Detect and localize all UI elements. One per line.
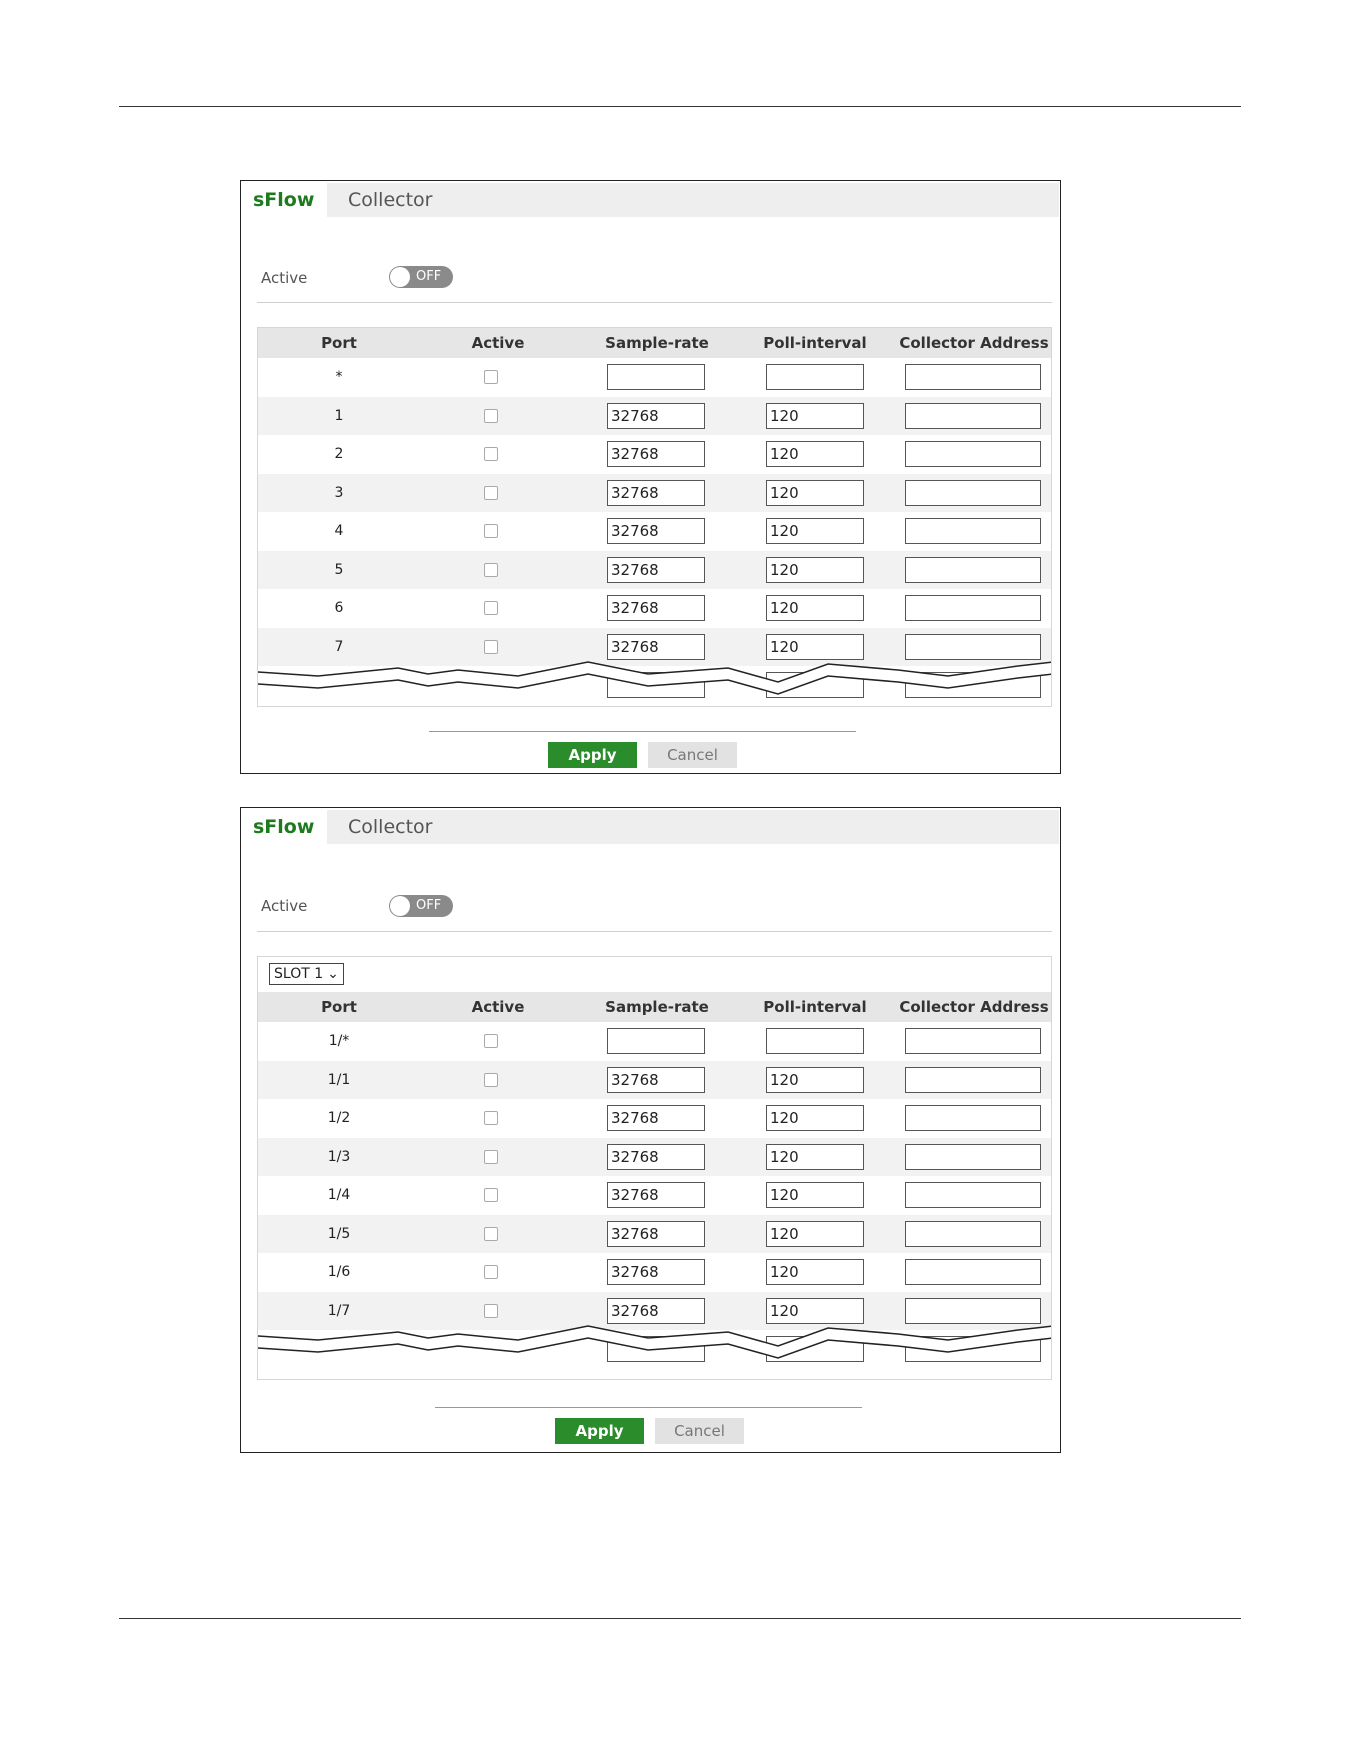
active-label: Active: [261, 897, 308, 915]
tab-collector[interactable]: Collector: [348, 189, 433, 211]
port-cell: 2: [334, 446, 344, 462]
sample-rate-input[interactable]: [607, 1105, 705, 1131]
tab-sflow[interactable]: sFlow: [249, 183, 327, 217]
active-checkbox[interactable]: [484, 524, 498, 538]
port-cell: 1/4: [327, 1187, 351, 1203]
port-cell: 4: [334, 523, 344, 539]
sample-rate-input[interactable]: [607, 634, 705, 660]
poll-interval-input[interactable]: [766, 1105, 864, 1131]
sample-rate-input[interactable]: [607, 557, 705, 583]
sample-rate-input[interactable]: [607, 1182, 705, 1208]
port-cell: *: [335, 369, 343, 385]
tab-collector[interactable]: Collector: [348, 816, 433, 838]
table-row: [258, 1176, 1051, 1215]
poll-interval-input[interactable]: [766, 1298, 864, 1324]
column-header-port: Port: [321, 998, 357, 1016]
port-cell: 1/6: [327, 1264, 351, 1280]
port-table: [257, 327, 1052, 707]
table-row: [258, 358, 1051, 397]
sample-rate-input[interactable]: [607, 595, 705, 621]
button-divider: [429, 731, 856, 732]
active-checkbox[interactable]: [484, 1227, 498, 1241]
active-checkbox[interactable]: [484, 486, 498, 500]
port-cell: 1: [334, 407, 344, 424]
sample-rate-input[interactable]: [607, 364, 705, 390]
collector-address-input[interactable]: [905, 557, 1041, 583]
active-checkbox[interactable]: [484, 563, 498, 577]
poll-interval-input[interactable]: [766, 1259, 864, 1285]
column-header-sample-rate: Sample-rate: [605, 334, 709, 352]
collector-address-input[interactable]: [905, 441, 1041, 467]
collector-address-input[interactable]: [905, 480, 1041, 506]
port-cell: 1/5: [327, 1225, 351, 1242]
sample-rate-input[interactable]: [607, 1221, 705, 1247]
poll-interval-input[interactable]: [766, 1221, 864, 1247]
table-row: [258, 1022, 1051, 1061]
table-row: [258, 1253, 1051, 1292]
column-header-collector-address: Collector Address: [899, 998, 1049, 1016]
sample-rate-input[interactable]: [607, 518, 705, 544]
column-header-active: Active: [471, 998, 525, 1016]
page-footer-rule: [119, 1618, 1241, 1619]
port-cell: 1/1: [327, 1071, 351, 1088]
toggle-knob: [390, 896, 410, 916]
port-cell: 1/*: [328, 1033, 350, 1049]
column-header-port: Port: [321, 334, 357, 352]
sample-rate-input[interactable]: [607, 1067, 705, 1093]
poll-interval-input[interactable]: [766, 364, 864, 390]
cancel-button[interactable]: Cancel: [655, 1418, 744, 1444]
poll-interval-input[interactable]: [766, 441, 864, 467]
table-row: [258, 474, 1051, 513]
collector-address-input[interactable]: [905, 403, 1041, 429]
active-checkbox[interactable]: [484, 370, 498, 384]
slot-select[interactable]: [269, 963, 344, 985]
column-header-collector-address: Collector Address: [899, 334, 1049, 352]
break-fill: [258, 662, 1051, 694]
column-header-active: Active: [471, 334, 525, 352]
active-checkbox[interactable]: [484, 1265, 498, 1279]
toggle-knob: [390, 267, 410, 287]
toggle-state-text: OFF: [416, 898, 442, 913]
apply-button[interactable]: Apply: [555, 1418, 644, 1444]
port-cell: 5: [334, 561, 344, 578]
table-row: [258, 1138, 1051, 1177]
collector-address-input[interactable]: [905, 634, 1041, 660]
active-checkbox[interactable]: [484, 1111, 498, 1125]
column-header-poll-interval: Poll-interval: [763, 998, 867, 1016]
tab-sflow[interactable]: sFlow: [249, 810, 327, 844]
collector-address-input[interactable]: [905, 364, 1041, 390]
sample-rate-input[interactable]: [607, 1028, 705, 1054]
active-checkbox[interactable]: [484, 640, 498, 654]
collector-address-input[interactable]: [905, 595, 1041, 621]
page-header-rule: [119, 106, 1241, 107]
table-row: [258, 551, 1051, 590]
poll-interval-input[interactable]: [766, 1067, 864, 1093]
table-header: [258, 328, 1051, 358]
collector-address-input[interactable]: [905, 518, 1041, 544]
sflow-panel-2: [240, 807, 1061, 1453]
collector-address-input[interactable]: [905, 1221, 1041, 1247]
collector-address-input[interactable]: [905, 1144, 1041, 1170]
button-divider: [435, 1407, 862, 1408]
collector-address-input[interactable]: [905, 1182, 1041, 1208]
sample-rate-input[interactable]: [607, 480, 705, 506]
table-row: [258, 1215, 1051, 1254]
collector-address-input[interactable]: [905, 1028, 1041, 1054]
active-toggle[interactable]: [389, 266, 453, 288]
collector-address-input[interactable]: [905, 1298, 1041, 1324]
sample-rate-input[interactable]: [607, 1259, 705, 1285]
active-checkbox[interactable]: [484, 1304, 498, 1318]
poll-interval-input[interactable]: [766, 480, 864, 506]
sample-rate-input[interactable]: [607, 403, 705, 429]
poll-interval-input[interactable]: [766, 634, 864, 660]
poll-interval-input[interactable]: [766, 595, 864, 621]
active-checkbox[interactable]: [484, 1073, 498, 1087]
sample-rate-input[interactable]: [607, 1144, 705, 1170]
table-row: [258, 512, 1051, 551]
cancel-button[interactable]: Cancel: [648, 742, 737, 768]
collector-address-input[interactable]: [905, 1259, 1041, 1285]
active-checkbox[interactable]: [484, 1150, 498, 1164]
port-table: [257, 956, 1052, 1380]
collector-address-input[interactable]: [905, 1067, 1041, 1093]
tab-bar: [249, 183, 1059, 217]
active-checkbox[interactable]: [484, 447, 498, 461]
active-checkbox[interactable]: [484, 1188, 498, 1202]
poll-interval-input[interactable]: [766, 1028, 864, 1054]
table-row: [258, 1061, 1051, 1100]
table-row: [258, 397, 1051, 436]
table-header: [258, 992, 1051, 1022]
active-label: Active: [261, 269, 308, 287]
table-row: [258, 1099, 1051, 1138]
table-break-indicator: [258, 1324, 1051, 1364]
port-cell: 1/7: [327, 1302, 351, 1319]
poll-interval-input[interactable]: [766, 1182, 864, 1208]
poll-interval-input[interactable]: [766, 518, 864, 544]
port-cell: 6: [334, 600, 344, 616]
column-header-poll-interval: Poll-interval: [763, 334, 867, 352]
column-header-sample-rate: Sample-rate: [605, 998, 709, 1016]
active-checkbox[interactable]: [484, 1034, 498, 1048]
table-row: [258, 435, 1051, 474]
port-cell: 3: [334, 484, 344, 501]
break-fill: [258, 1326, 1051, 1358]
table-row: [258, 589, 1051, 628]
port-cell: 7: [334, 638, 344, 655]
poll-interval-input[interactable]: [766, 1144, 864, 1170]
active-checkbox[interactable]: [484, 409, 498, 423]
tab-bar: [249, 810, 1059, 844]
table-break-indicator: [258, 660, 1051, 700]
section-divider: [257, 302, 1052, 303]
port-cell: 1/3: [327, 1148, 351, 1165]
collector-address-input[interactable]: [905, 1105, 1041, 1131]
poll-interval-input[interactable]: [766, 557, 864, 583]
sample-rate-input[interactable]: [607, 441, 705, 467]
chevron-down-icon: ⌄: [327, 966, 339, 982]
apply-button[interactable]: Apply: [548, 742, 637, 768]
port-cell: 1/2: [327, 1110, 351, 1126]
sample-rate-input[interactable]: [607, 1298, 705, 1324]
poll-interval-input[interactable]: [766, 403, 864, 429]
section-divider: [257, 931, 1052, 932]
active-toggle[interactable]: [389, 895, 453, 917]
active-checkbox[interactable]: [484, 601, 498, 615]
toggle-state-text: OFF: [416, 269, 442, 284]
slot-select-value: SLOT 1: [274, 966, 324, 982]
sflow-panel-1: [240, 180, 1061, 774]
